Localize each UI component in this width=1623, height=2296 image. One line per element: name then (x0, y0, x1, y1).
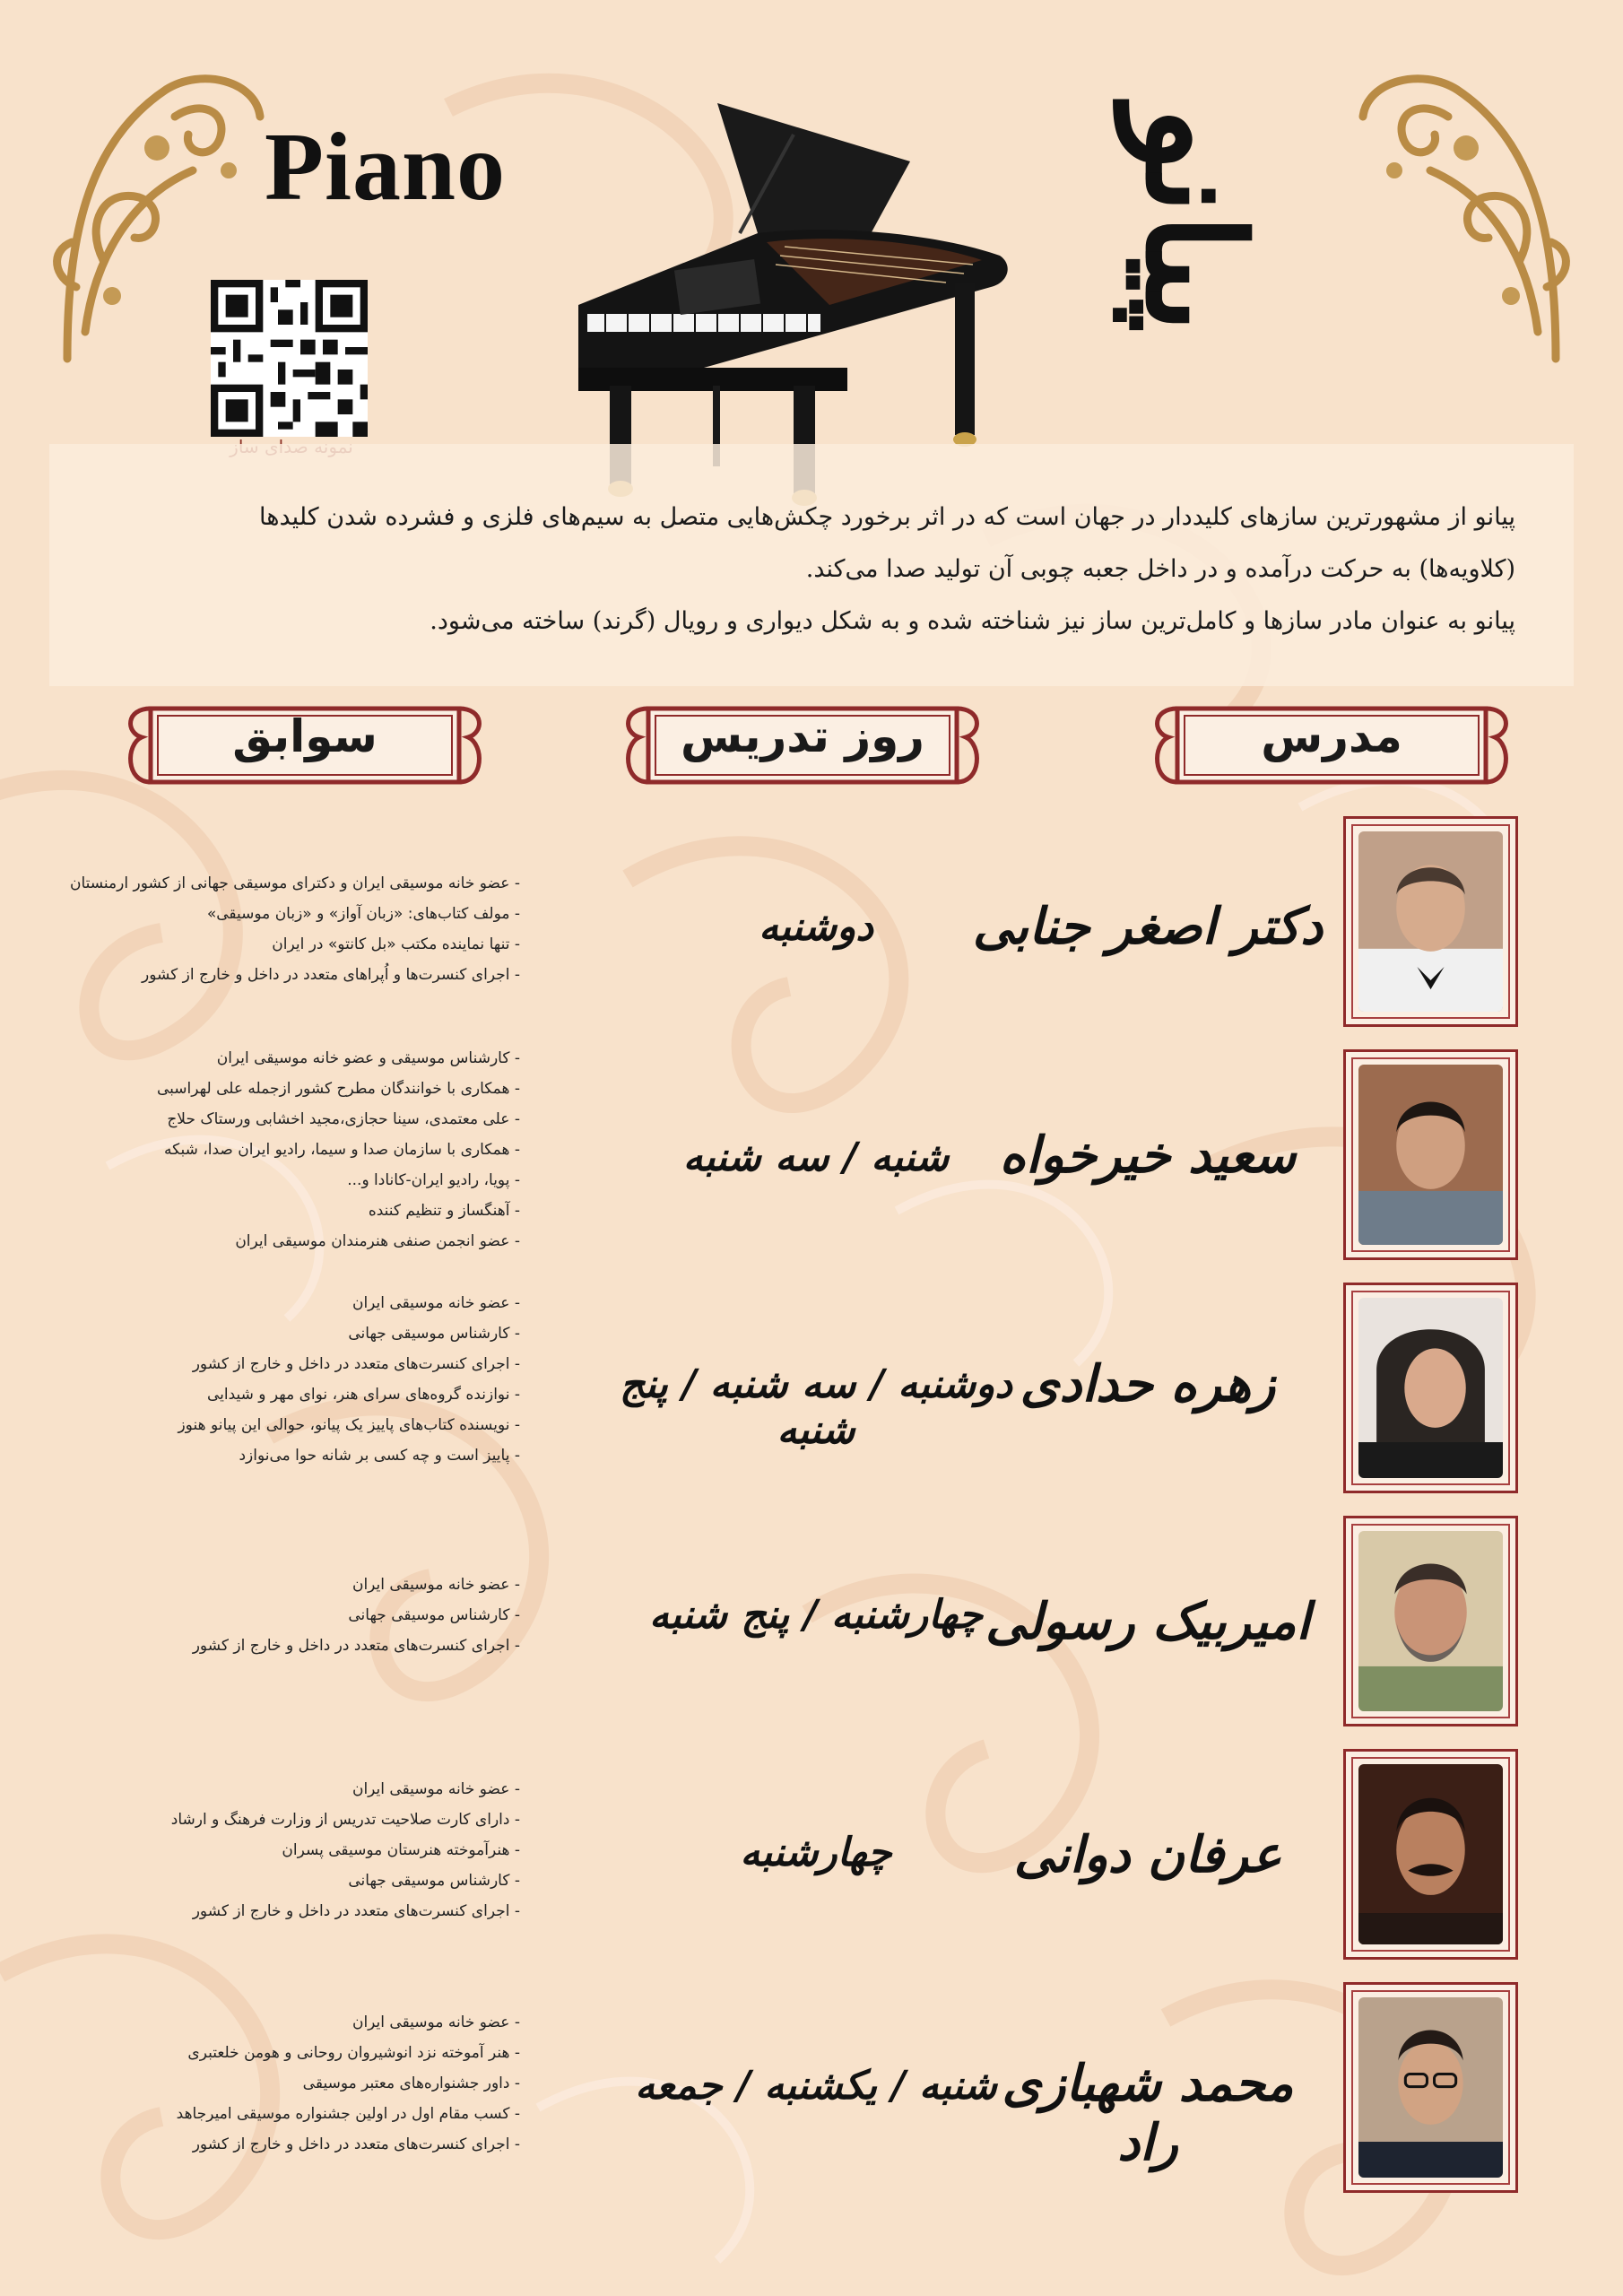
record-item: - عضو خانه موسیقی ایران (54, 1288, 520, 1318)
column-header-days (614, 692, 991, 798)
teacher-photo (1358, 1764, 1503, 1944)
record-item: - کسب مقام اول در اولین جشنواره موسیقی امیرجاهد (54, 2099, 520, 2129)
record-item: - اجرای کنسرت‌های متعدد در داخل و خارج از کشور (54, 1896, 520, 1926)
teacher-days: دوشنبه (759, 904, 873, 950)
record-item: - عضو خانه موسیقی ایران (54, 2007, 520, 2038)
record-item: - نوازنده گروه‌های سرای هنر، نوای مهر و شیدایی (54, 1379, 520, 1410)
teacher-records (54, 1774, 520, 1926)
teacher-photo-frame (1343, 1749, 1518, 1960)
teacher-photo (1358, 1065, 1503, 1245)
column-header-teacher (1143, 692, 1520, 798)
record-item: - پاییز است و چه کسی بر شانه حوا می‌نوازد (54, 1440, 520, 1471)
teacher-days: شنبه / سه شنبه (682, 1135, 950, 1180)
record-item: - آهنگساز و تنظیم کننده (54, 1196, 520, 1226)
teacher-photo-frame (1343, 1982, 1518, 2193)
record-item: - همکاری با سازمان صدا و سیما، رادیو ایران صدا، شبکه (54, 1135, 520, 1165)
teacher-name: عرفان دوانی (1013, 1825, 1282, 1884)
column-header-records (117, 692, 493, 798)
record-item: - هنر آموخته نزد انوشیروان روحانی و هومن خلعتبری (54, 2038, 520, 2068)
intro-line-2: (کلاویه‌ها) به حرکت درآمده و در داخل جعبه چوبی آن تولید صدا می‌کند. (805, 555, 1515, 583)
column-records-label: سوابق (232, 710, 378, 762)
teacher-records (54, 2007, 520, 2160)
qr-code-icon[interactable] (211, 280, 368, 437)
record-item: - عضو خانه موسیقی ایران (54, 1570, 520, 1600)
teacher-name: زهره حدادی (1020, 1354, 1276, 1413)
record-item: - عضو خانه موسیقی ایران و دکترای موسیقی جهانی از کشور ارمنستان (54, 868, 520, 899)
record-item: - هنرآموخته هنرستان موسیقی پسران (54, 1835, 520, 1866)
record-item: - همکاری با خوانندگان مطرح کشور ازجمله علی لهراسبی (54, 1074, 520, 1104)
teacher-name: دکتر اصغر جنابی (972, 897, 1324, 956)
record-item: - کارشناس موسیقی جهانی (54, 1600, 520, 1631)
teacher-photo (1358, 831, 1503, 1012)
record-item: - داور جشنواره‌های معتبر موسیقی (54, 2068, 520, 2099)
teacher-photo (1358, 1531, 1503, 1711)
record-item: - کارشناس موسیقی جهانی (54, 1318, 520, 1349)
teacher-photo-frame (1343, 1516, 1518, 1726)
record-item: - عضو انجمن صنفی هنرمندان موسیقی ایران (54, 1226, 520, 1257)
record-item: - مولف کتاب‌های: «زبان آواز» و «زبان موسیقی» (54, 899, 520, 929)
record-item: - کارشناس موسیقی جهانی (54, 1866, 520, 1896)
teacher-photo-frame (1343, 1283, 1518, 1493)
teacher-days: شنبه / یکشنبه / جمعه (635, 2063, 997, 2109)
teacher-name: امیربیک رسولی (985, 1592, 1311, 1651)
record-item: - کارشناس موسیقی و عضو خانه موسیقی ایران (54, 1043, 520, 1074)
intro-text (99, 491, 1515, 648)
teacher-photo (1358, 1997, 1503, 2178)
teacher-photo-frame (1343, 816, 1518, 1027)
column-days-label: روز تدریس (681, 710, 924, 762)
record-item: - پویا، رادیو ایران-کانادا و... (54, 1165, 520, 1196)
ornament-right-icon (1350, 63, 1574, 377)
record-item: - اجرای کنسرت‌های متعدد در داخل و خارج از کشور (54, 2129, 520, 2160)
teacher-days: چهارشنبه / پنج شنبه (648, 1592, 984, 1638)
record-item: - علی معتمدی، سینا حجازی،مجید اخشابی ورستاک حلاج (54, 1104, 520, 1135)
record-item: - اجرای کنسرت‌های متعدد در داخل و خارج از کشور (54, 1349, 520, 1379)
record-item: - دارای کارت صلاحیت تدریس از وزارت فرهنگ و ارشاد (54, 1805, 520, 1835)
teacher-photo-frame (1343, 1049, 1518, 1260)
teacher-name: سعید خیرخواه (999, 1126, 1297, 1185)
column-teacher-label: مدرس (1261, 710, 1402, 762)
teacher-days: دوشنبه / سه شنبه / پنج شنبه (620, 1361, 1012, 1453)
intro-line-1: پیانو از مشهورترین سازهای کلیددار در جهان است که در اثر برخورد چکش‌هایی متصل به سیم‌های فلزی و فشرده شدن کلیدها (259, 503, 1515, 531)
title-persian: پیانو (1115, 107, 1273, 333)
teacher-records (54, 1288, 520, 1471)
intro-line-3: پیانو به عنوان مادر سازها و کامل‌ترین ساز نیز شناخته شده و به شکل دیواری و رویال (گرند) ساخته می‌شود. (430, 607, 1515, 635)
teacher-records (54, 868, 520, 990)
teacher-records (54, 1043, 520, 1257)
record-item: - اجرای کنسرت‌های متعدد در داخل و خارج از کشور (54, 1631, 520, 1661)
teacher-photo (1358, 1298, 1503, 1478)
record-item: - اجرای کنسرت‌ها و اُپراهای متعدد در داخل و خارج از کشور (54, 960, 520, 990)
teacher-days: چهارشنبه (740, 1830, 892, 1875)
title-english: Piano (265, 114, 507, 221)
record-item: - نویسنده کتاب‌های پاییز یک پیانو، حوالی این پیانو هنوز (54, 1410, 520, 1440)
record-item: - تنها نماینده مکتب «بل کانتو» در ایران (54, 929, 520, 960)
teacher-name: محمد شهبازی راد (1002, 2054, 1294, 2172)
record-item: - عضو خانه موسیقی ایران (54, 1774, 520, 1805)
teacher-records (54, 1570, 520, 1661)
